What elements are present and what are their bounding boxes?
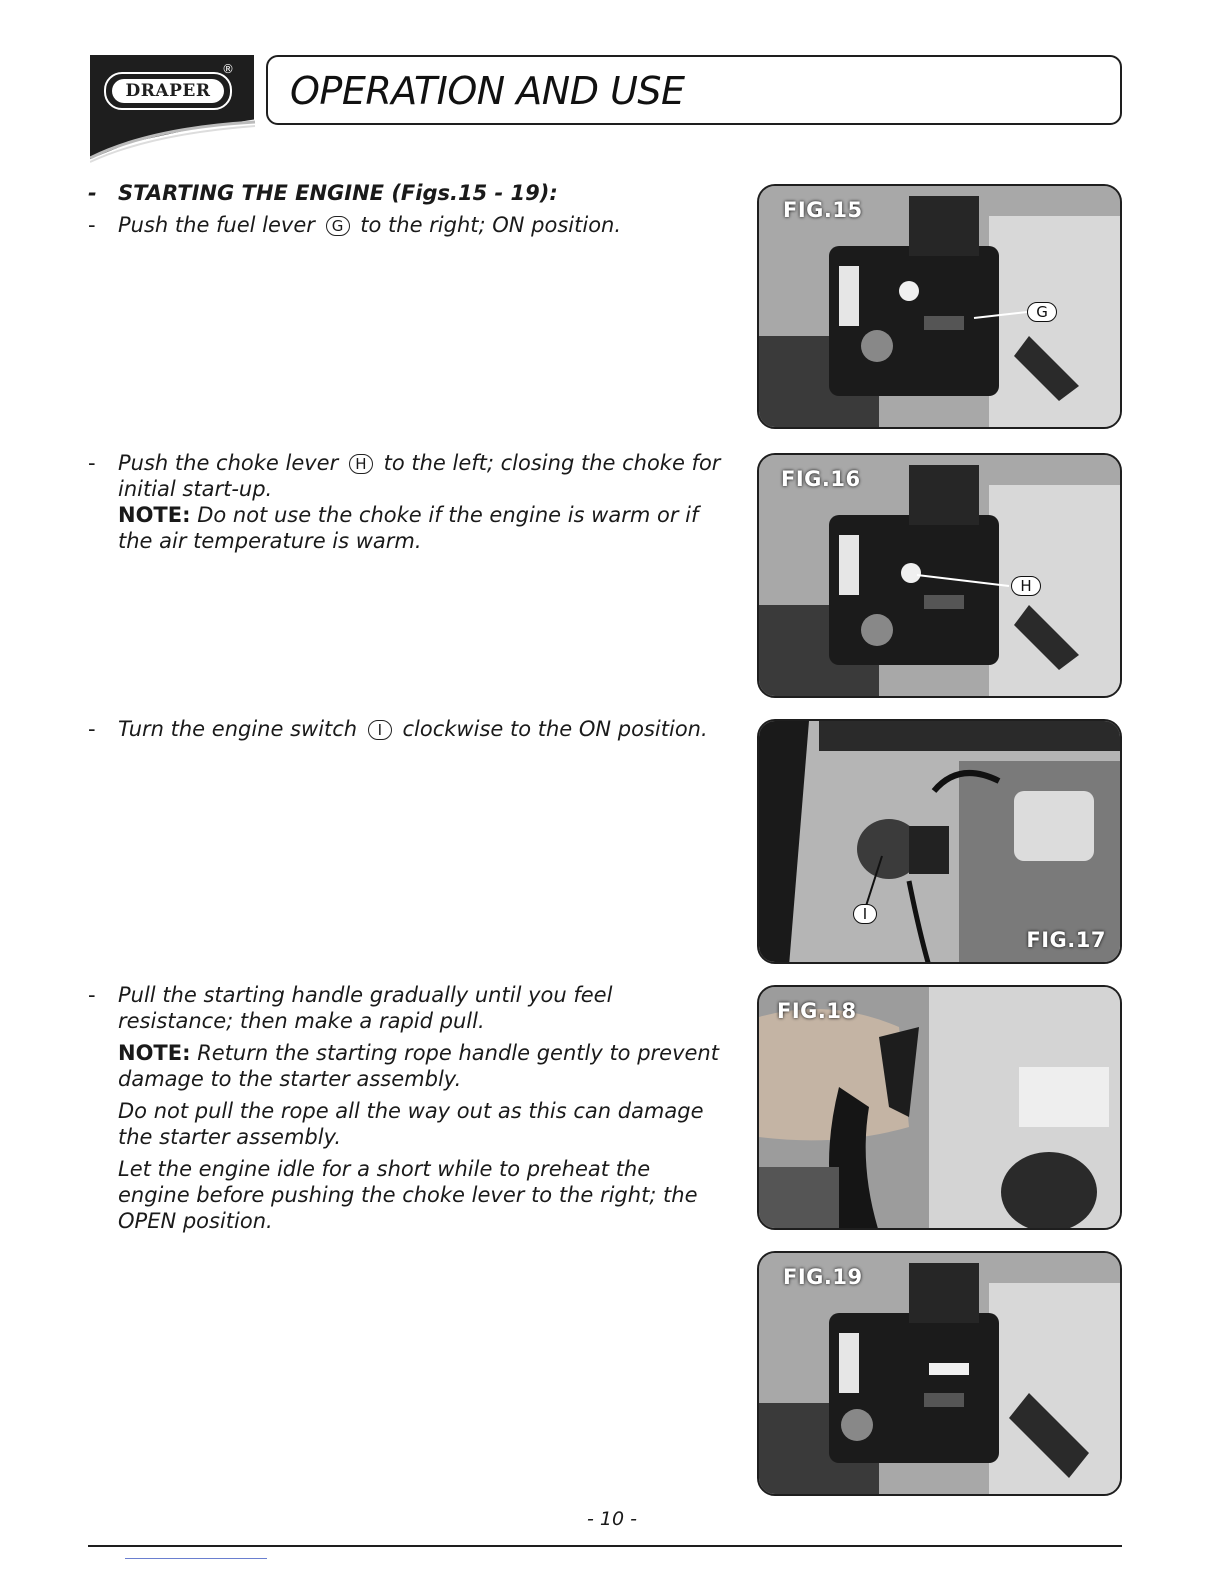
choke-text-before: Push the choke lever [118,451,339,475]
fuel-text-before: Push the fuel lever [118,213,315,237]
choke-note [118,502,728,554]
figure-18-label: FIG.18 [777,999,857,1023]
page-title: OPERATION AND USE [290,69,685,113]
footer-link-underline [125,1558,267,1559]
figure-16 [757,453,1122,698]
fuel-lever-ref: G [326,216,350,236]
list-item-choke [88,450,728,554]
figure-15 [757,184,1122,429]
figure-17-label: FIG.17 [1026,928,1106,952]
figure-15-label: FIG.15 [783,198,863,222]
figure-19-photo [759,1253,1122,1496]
pull-note [118,1040,728,1092]
bullet-dash: - [88,983,96,1007]
brand-logo [104,72,232,110]
pull-para-3: Let the engine idle for a short while to preheat the engine before pushing the choke lever to the right; the OPEN position. [118,1157,698,1233]
pull-text: Pull the starting handle gradually until you feel resistance; then make a rapid pull. [118,983,613,1033]
engine-switch-ref: I [368,720,392,740]
choke-lever-ref: H [349,454,373,474]
note-label: NOTE: [118,503,191,527]
bullet-dash: - [88,717,96,741]
list-item-switch [88,716,728,742]
pull-note-text: Return the starting rope handle gently to prevent damage to the starter assembly. [118,1041,719,1091]
fuel-text-after: to the right; ON position. [360,213,622,237]
figure-15-callout: G [1027,302,1057,322]
bullet-dash: - [88,213,96,237]
figure-16-callout: H [1011,576,1041,596]
figure-18 [757,985,1122,1230]
figure-18-photo [759,987,1122,1230]
figure-19-label: FIG.19 [783,1265,863,1289]
section-choke [88,450,728,554]
figure-16-photo [759,455,1122,698]
switch-text-before: Turn the engine switch [118,717,358,741]
footer-divider [88,1545,1122,1547]
section-switch [88,716,728,742]
page-title-box [266,55,1122,125]
figure-15-photo [759,186,1122,429]
list-item-heading [88,180,728,206]
note-label: NOTE: [118,1041,191,1065]
logo-swoosh [90,120,260,165]
figure-19 [757,1251,1122,1496]
pull-para-2: Do not pull the rope all the way out as this can damage the starter assembly. [118,1099,704,1149]
registered-mark: ® [222,62,234,76]
figure-16-label: FIG.16 [781,467,861,491]
switch-text-after: clockwise to the ON position. [402,717,708,741]
page-number: - 10 - [587,1508,637,1530]
bullet-dash: - [88,451,96,475]
figure-17 [757,719,1122,964]
figure-17-callout: I [853,904,877,924]
bullet-dash: - [88,181,97,205]
section-heading: STARTING THE ENGINE (Figs.15 - 19): [118,181,558,205]
list-item-fuel [88,212,728,238]
choke-note-text: Do not use the choke if the engine is warm or if the air temperature is warm. [118,503,699,553]
brand-name: DRAPER [112,79,224,103]
choke-text-after: to the left; closing the choke for initial start-up. [118,451,721,501]
list-item-pull [88,982,728,1234]
section-pull [88,982,728,1234]
section-fuel [88,180,728,238]
fuel-instruction [118,212,728,238]
